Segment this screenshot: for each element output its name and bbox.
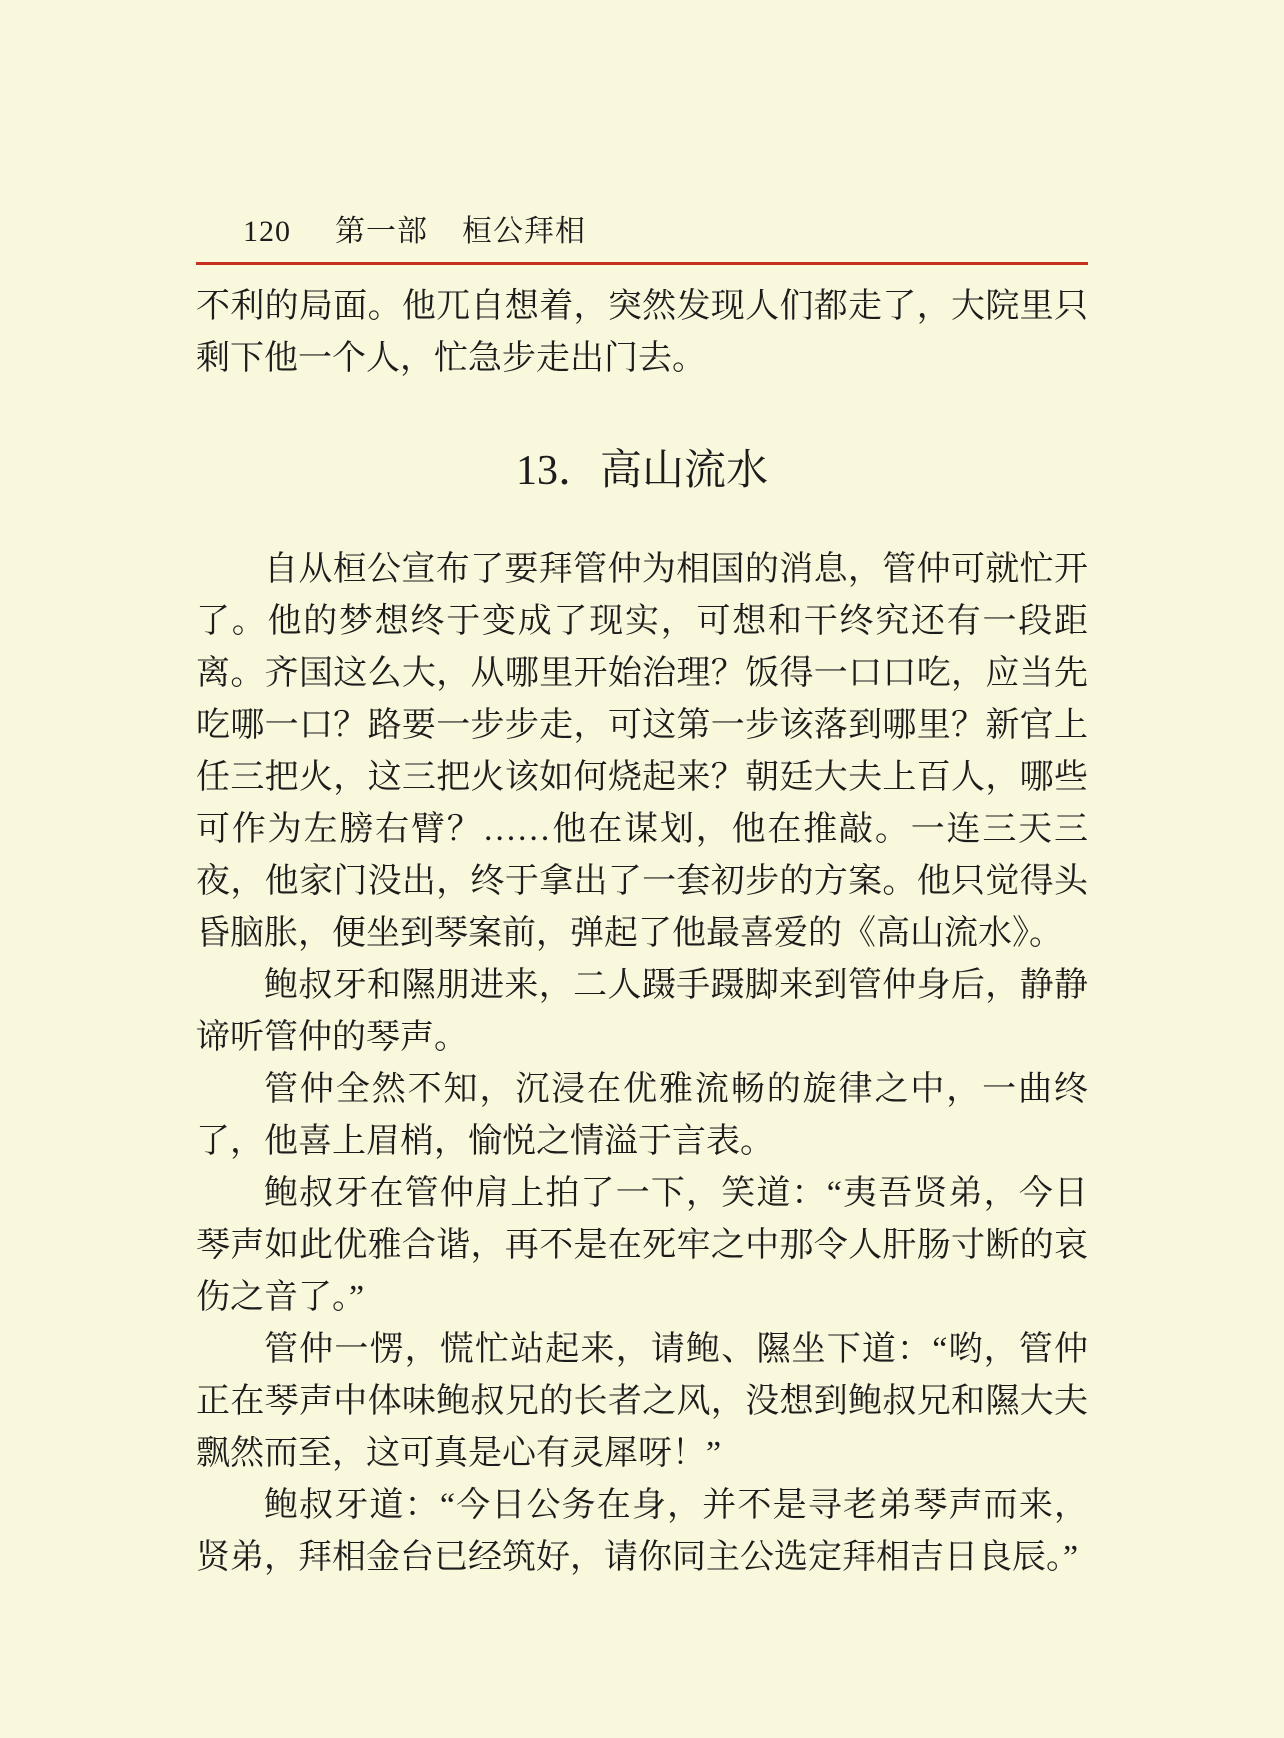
paragraph-continuation: 不利的局面。他兀自想着，突然发现人们都走了，大院里只剩下他一个人，忙急步走出门去。 — [196, 288, 1088, 377]
paragraph: 管仲全然不知，沉浸在优雅流畅的旋律之中，一曲终了，他喜上眉梢，愉悦之情溢于言表。 — [196, 1071, 1088, 1160]
part-label: 第一部 — [335, 215, 428, 248]
paragraph: 鲍叔牙道：“今日公务在身，并不是寻老弟琴声而来，贤弟，拜相金台已经筑好，请你同主公选定拜相吉日良辰。” — [196, 1487, 1088, 1576]
header-rule — [196, 262, 1088, 265]
paragraph: 鲍叔牙和隰朋进来，二人蹑手蹑脚来到管仲身后，静静谛听管仲的琴声。 — [196, 967, 1088, 1056]
section-title: 13．高山流水 — [515, 448, 768, 494]
paragraph: 自从桓公宣布了要拜管仲为相国的消息，管仲可就忙开了。他的梦想终于变成了现实，可想和干终究还有一段距离。齐国这么大，从哪里开始治理？饭得一口口吃，应当先吃哪一口？路要一步步走，可这第一步该落到哪里？新官上任三把火，这三把火该如何烧起来？朝廷大夫上百人，哪些可作为左膀右臂？……他在谋划，他在推敲。一连三天三夜，他家门没出，终于拿出了一套初步的方案。他只觉得头昏脑胀，便坐到琴案前，弹起了他最喜爱的《高山流水》。 — [196, 551, 1088, 952]
paragraph: 鲍叔牙在管仲肩上拍了一下，笑道：“夷吾贤弟，今日琴声如此优雅合谐，再不是在死牢之中那令人肝肠寸断的哀伤之音了。” — [196, 1175, 1088, 1316]
page-number: 120 — [243, 215, 291, 248]
paragraph: 管仲一愣，慌忙站起来，请鲍、隰坐下道：“哟，管仲正在琴声中体味鲍叔兄的长者之风，没想到鲍叔兄和隰大夫飘然而至，这可真是心有灵犀呀！” — [196, 1331, 1088, 1472]
body-text — [196, 281, 1088, 1584]
chapter-title: 桓公拜相 — [462, 215, 586, 248]
running-header — [243, 214, 586, 250]
